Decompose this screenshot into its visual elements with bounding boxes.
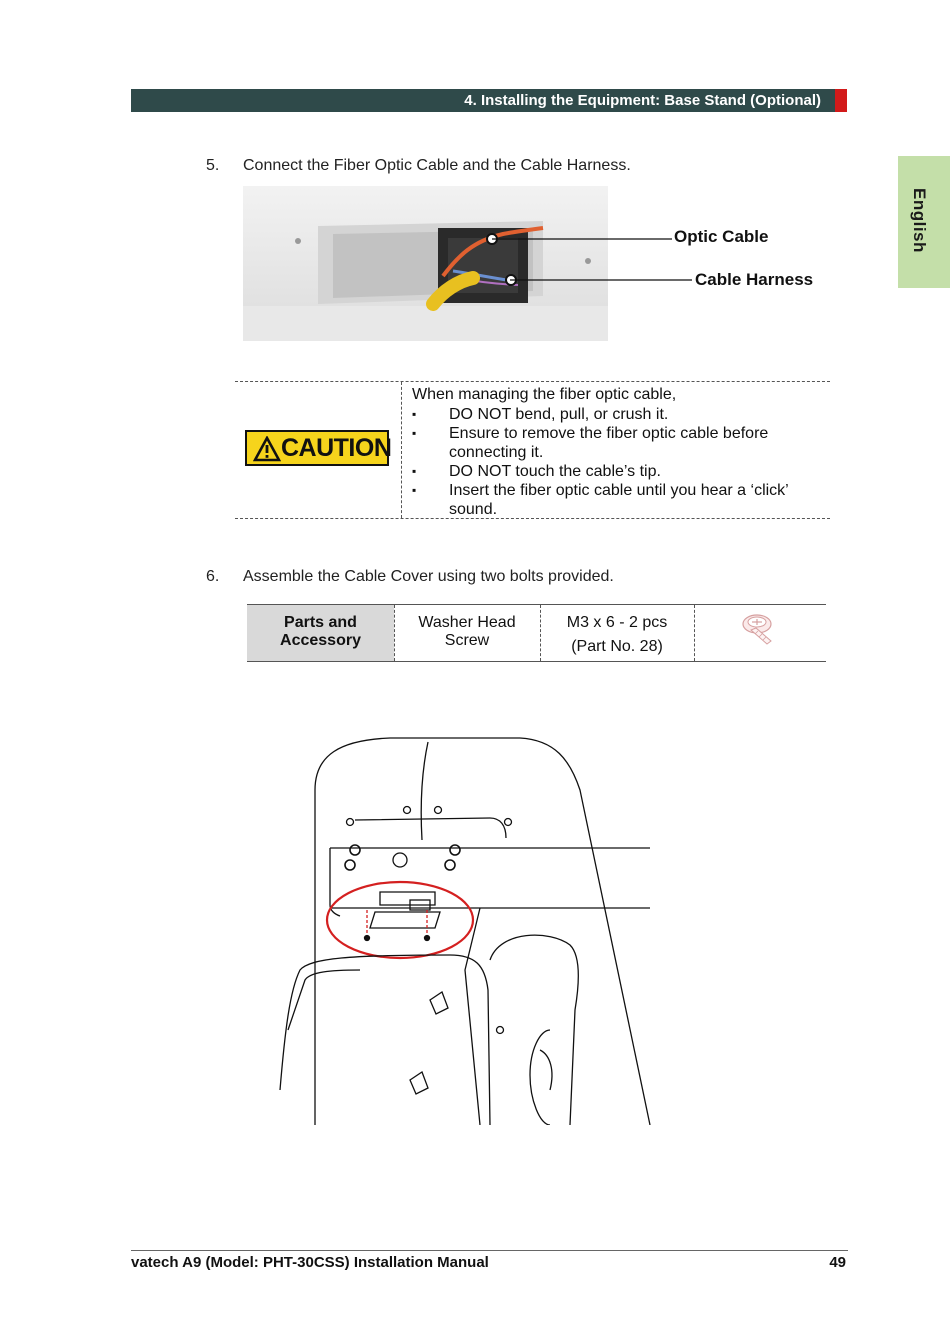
bullet-icon: ▪ — [412, 407, 417, 421]
part-spec-cell: M3 x 6 - 2 pcs (Part No. 28) — [566, 614, 668, 655]
step-text: Connect the Fiber Optic Cable and the Cable Harness. — [243, 157, 631, 174]
header-accent-block — [835, 89, 847, 112]
screw-icon — [740, 610, 780, 656]
bullet-icon: ▪ — [412, 483, 417, 497]
page-number: 49 — [829, 1254, 846, 1271]
caution-divider — [401, 382, 402, 518]
step-text: Assemble the Cable Cover using two bolts provided. — [243, 568, 614, 585]
section-title: 4. Installing the Equipment: Base Stand (Optional) — [464, 92, 821, 109]
part-image-cell — [694, 605, 826, 661]
bullet-icon: ▪ — [412, 426, 417, 440]
caution-badge-text: CAUTION — [281, 434, 392, 462]
cable-harness-label: Cable Harness — [695, 270, 814, 289]
footer-rule — [131, 1250, 848, 1251]
caution-intro: When managing the fiber optic cable, — [412, 386, 677, 403]
parts-table — [247, 604, 826, 662]
caution-item: ▪ DO NOT bend, pull, or crush it. — [412, 406, 669, 423]
cable-cover-assembly-diagram — [250, 730, 660, 1125]
caution-list — [412, 405, 822, 519]
optic-cable-label: Optic Cable — [674, 227, 769, 246]
caution-item: ▪ Ensure to remove the fiber optic cable before connecting it. — [412, 425, 769, 461]
parts-header-cell: Parts and Accessory — [247, 605, 394, 661]
part-name-cell: Washer Head Screw — [418, 614, 516, 649]
caution-item: ▪ Insert the fiber optic cable until you hear a ‘click’ sound. — [412, 482, 789, 518]
callout-leader-lines — [490, 232, 700, 287]
caution-badge — [245, 430, 392, 466]
caution-item: ▪ DO NOT touch the cable’s tip. — [412, 463, 661, 480]
manual-title: vatech A9 (Model: PHT-30CSS) Installation Manual — [131, 1254, 489, 1271]
language-tab-label: English — [910, 188, 929, 253]
step-number: 6. — [206, 568, 220, 585]
step-number: 5. — [206, 157, 220, 174]
bullet-icon: ▪ — [412, 464, 417, 478]
section-header-bar — [131, 89, 835, 112]
caution-box — [235, 381, 830, 519]
warning-triangle-icon — [253, 436, 281, 462]
language-tab — [898, 156, 950, 288]
